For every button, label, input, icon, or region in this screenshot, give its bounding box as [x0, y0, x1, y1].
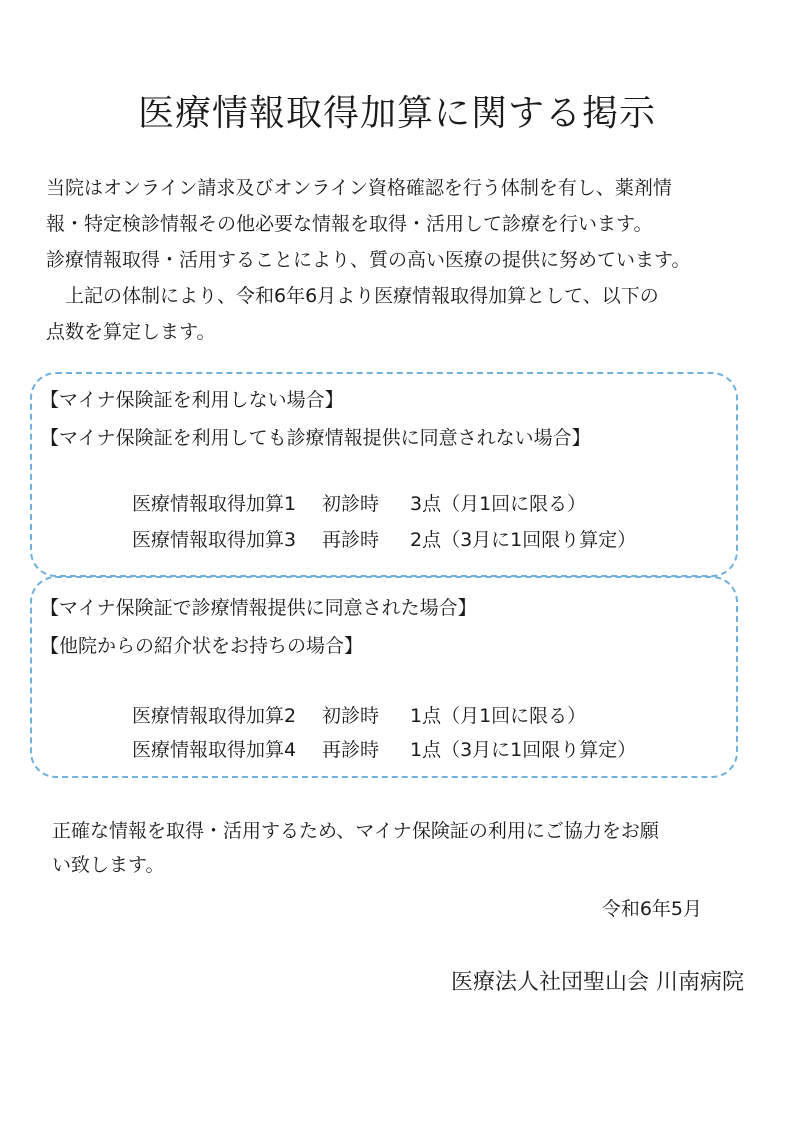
- fee-points: 1点（月1回に限る）: [410, 705, 587, 727]
- notice-date: 令和6年5月: [601, 898, 702, 920]
- page-title: 医療情報取得加算に関する掲示: [137, 93, 656, 135]
- intro-line: 当院はオンライン請求及びオンライン資格確認を行う体制を有し、薬剤情: [46, 177, 672, 199]
- intro-line: 診療情報取得・活用することにより、質の高い医療の提供に努めています。: [46, 249, 691, 271]
- fee-item: [132, 700, 586, 732]
- fee-visit: 再診時: [322, 529, 380, 551]
- fee-item: [132, 488, 586, 520]
- fee-points: 3点（月1回に限る）: [410, 493, 587, 515]
- fee-visit: 再診時: [322, 739, 380, 761]
- case-heading: 【他院からの紹介状をお持ちの場合】: [40, 635, 364, 657]
- case-box-without-consent: [30, 372, 738, 577]
- fee-points: 1点（3月に1回限り算定）: [410, 739, 637, 761]
- fee-item: [132, 524, 636, 556]
- case-heading: 【マイナ保険証を利用しても診療情報提供に同意されない場合】: [40, 427, 591, 449]
- case-heading: 【マイナ保険証で診療情報提供に同意された場合】: [40, 597, 477, 619]
- closing-line: い致します。: [52, 854, 165, 876]
- fee-name: 医療情報取得加算4: [132, 739, 297, 761]
- intro-line: 報・特定検診情報その他必要な情報を取得・活用して診療を行います。: [46, 213, 653, 235]
- case-box-with-consent: [30, 576, 738, 778]
- fee-item: [132, 734, 636, 766]
- case-heading: 【マイナ保険証を利用しない場合】: [40, 389, 344, 411]
- fee-name: 医療情報取得加算1: [132, 493, 297, 515]
- intro-line: 上記の体制により、令和6年6月より医療情報取得加算として、以下の: [46, 285, 659, 307]
- fee-name: 医療情報取得加算3: [132, 529, 297, 551]
- intro-paragraph: [46, 170, 766, 350]
- fee-visit: 初診時: [322, 705, 380, 727]
- intro-line: 点数を算定します。: [46, 321, 216, 343]
- closing-paragraph: [52, 814, 752, 882]
- fee-visit: 初診時: [322, 493, 380, 515]
- organization-name: 医療法人社団聖山会 川南病院: [451, 970, 744, 995]
- fee-name: 医療情報取得加算2: [132, 705, 297, 727]
- closing-line: 正確な情報を取得・活用するため、マイナ保険証の利用にご協力をお願: [52, 820, 659, 842]
- fee-points: 2点（3月に1回限り算定）: [410, 529, 637, 551]
